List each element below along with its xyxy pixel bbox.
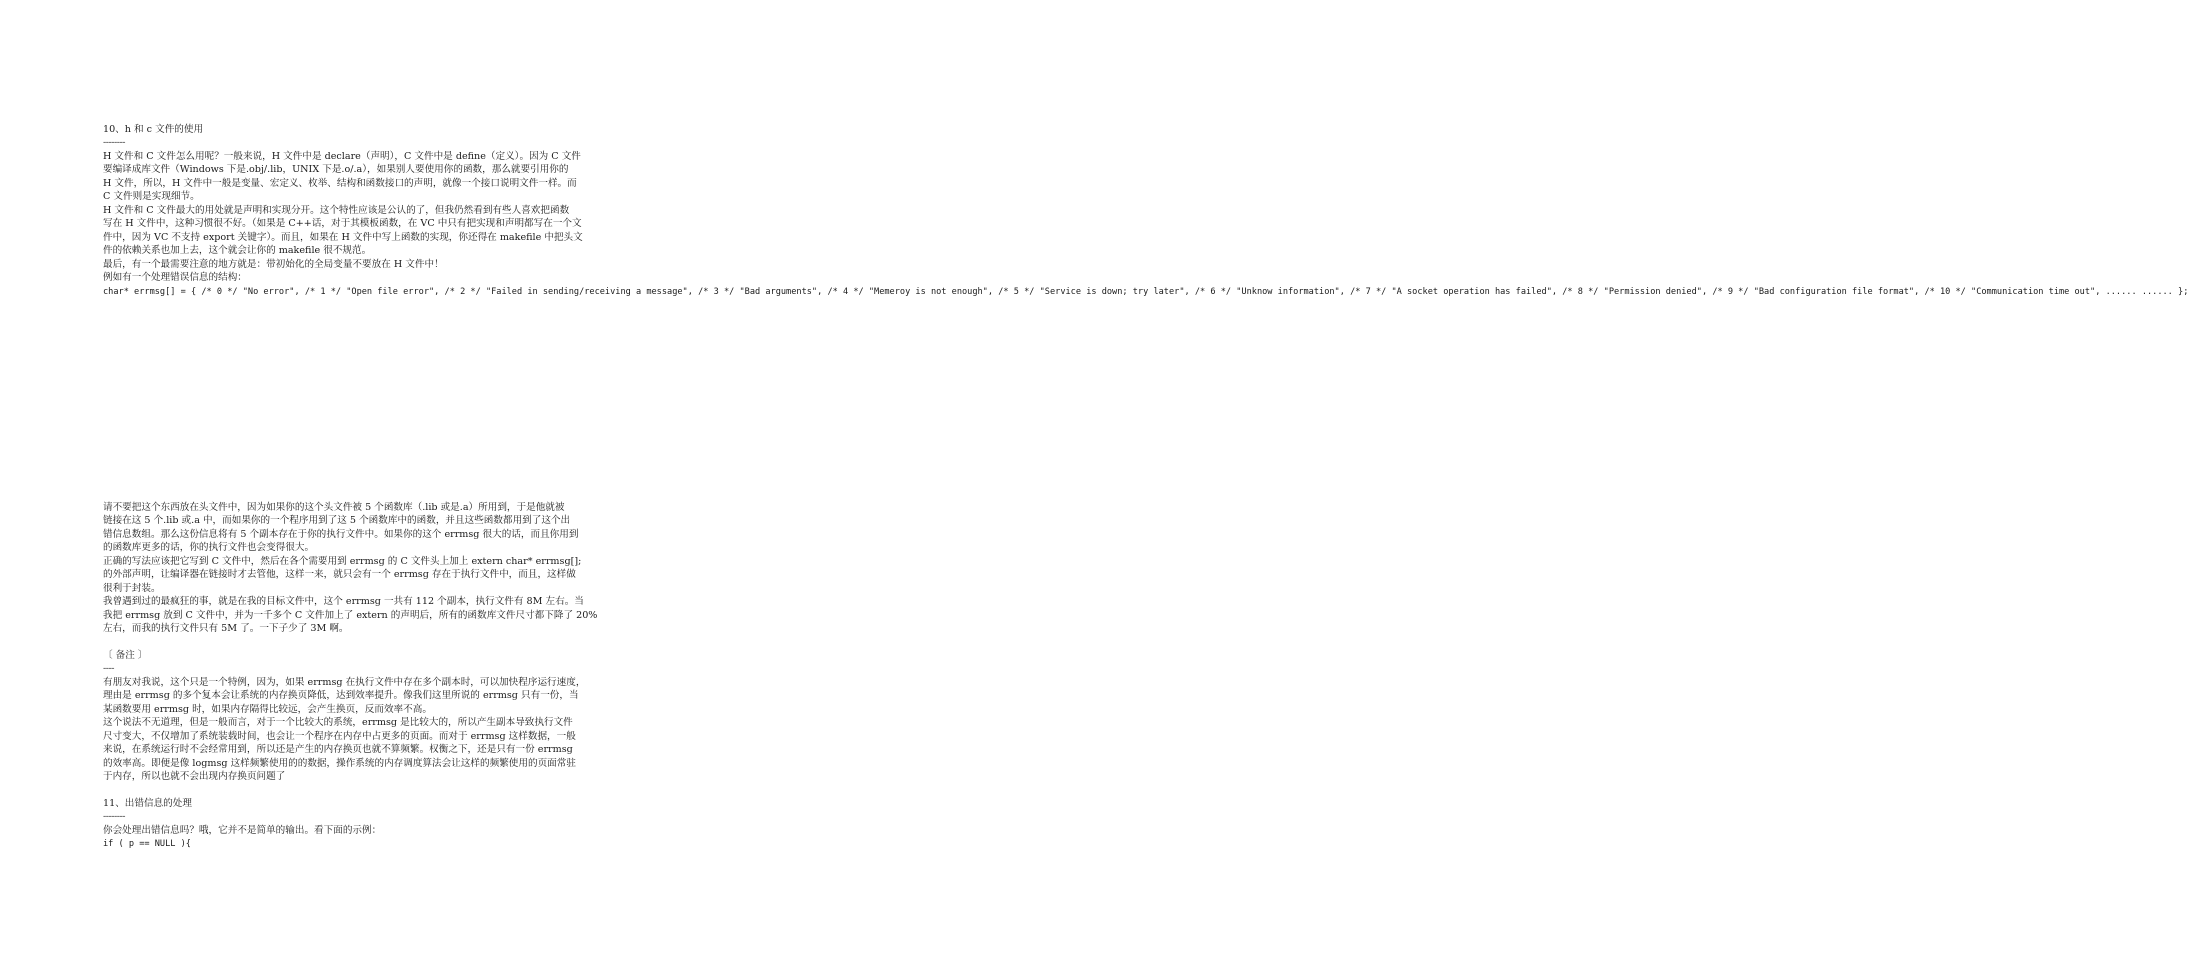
note-title: 〔 备注 〕 xyxy=(103,650,148,661)
code-line: if ( p == NULL ){ xyxy=(103,839,191,849)
paragraph-line: 要编译成库文件（Windows 下是.obj/.lib，UNIX 下是.o/.a），如果别人要使用你的函数，那么就要引用你的 xyxy=(103,164,569,175)
code-line: char* errmsg[] = { xyxy=(103,287,197,297)
code-line: /* 5 */ "Service is down; try later", xyxy=(998,287,1190,297)
paragraph-line: 件的依赖关系也加上去，这个就会让你的 makefile 很不规范。 xyxy=(103,245,372,256)
code-line: ...... xyxy=(2141,287,2173,297)
code-line: /* 9 */ "Bad configuration file format", xyxy=(1712,287,1920,297)
paragraph-line: 最后，有一个最需要注意的地方就是：带初始化的全局变量不要放在 H 文件中！ xyxy=(103,259,444,270)
code-line: /* 3 */ "Bad arguments", xyxy=(698,287,823,297)
section-10-rule: -------- xyxy=(103,137,125,148)
paragraph-line: 错信息数组。那么这份信息将有 5 个副本存在于你的执行文件中。如果你的这个 errmsg 很大的话，而且你用到 xyxy=(103,529,579,540)
paragraph-line: 写在 H 文件中，这种习惯很不好。（如果是 C++话，对于其模板函数，在 VC 中只有把实现和声明都写在一个文 xyxy=(103,218,582,229)
paragraph-line: 来说，在系统运行时不会经常用到，所以还是产生的内存换页也就不算频繁。权衡之下，还是只有一份 errmsg xyxy=(103,744,573,755)
code-line: /* 7 */ "A socket operation has failed", xyxy=(1350,287,1558,297)
code-line: }; xyxy=(2178,287,2188,297)
code-line: /* 1 */ "Open file error", xyxy=(304,287,440,297)
section-11-title: 11、出错信息的处理 xyxy=(103,798,192,809)
code-line: /* 2 */ "Failed in sending/receiving a message", xyxy=(444,287,693,297)
paragraph-line: 例如有一个处理错误信息的结构： xyxy=(103,272,247,283)
paragraph-line: 你会处理出错信息吗？哦，它并不是简单的输出。看下面的示例： xyxy=(103,825,382,836)
code-line: /* 10 */ "Communication time out", xyxy=(1924,287,2101,297)
code-block-errmsg xyxy=(103,286,2188,299)
paragraph-line: 的效率高。即便是像 logmsg 这样频繁使用的的数据，操作系统的内存调度算法会让这样的频繁使用的页面常驻 xyxy=(103,758,576,769)
paragraph-line: 左右，而我的执行文件只有 5M 了。一下子少了 3M 啊。 xyxy=(103,623,349,634)
paragraph-line: 的函数库更多的话，你的执行文件也会变得很大。 xyxy=(103,542,315,553)
code-line: /* 4 */ "Memeroy is not enough", xyxy=(827,287,994,297)
section-10-title: 10、h 和 c 文件的使用 xyxy=(103,124,204,135)
paragraph-line: 于内存，所以也就不会出现内存换页问题了 xyxy=(103,771,286,782)
paragraph-line: C 文件则是实现细节。 xyxy=(103,191,200,202)
paragraph-line: 很利于封装。 xyxy=(103,583,161,594)
paragraph-line: 有朋友对我说，这个只是一个特例，因为，如果 errmsg 在执行文件中存在多个副本时，可以加快程序运行速度， xyxy=(103,677,586,688)
paragraph-line: H 文件，所以，H 文件中一般是变量、宏定义、枚举、结构和函数接口的声明，就像一个接口说明文件一样。而 xyxy=(103,178,577,189)
code-line: ...... xyxy=(2105,287,2137,297)
paragraph-line: 尺寸变大，不仅增加了系统装载时间，也会让一个程序在内存中占更多的页面。而对于 errmsg 这样数据，一般 xyxy=(103,731,576,742)
paragraph-line: 某函数要用 errmsg 时，如果内存隔得比较远，会产生换页，反而效率不高。 xyxy=(103,704,432,715)
code-line: /* 6 */ "Unknow information", xyxy=(1194,287,1345,297)
paragraph-line: 正确的写法应该把它写到 C 文件中，然后在各个需要用到 errmsg 的 C 文件头上加上 extern char* errmsg[]; xyxy=(103,556,582,567)
paragraph-line: 的外部声明，让编译器在链接时才去管他，这样一来，就只会有一个 errmsg 存在于执行文件中，而且，这样做 xyxy=(103,569,576,580)
code-line: /* 0 */ "No error", xyxy=(201,287,300,297)
paragraph-line: H 文件和 C 文件怎么用呢？一般来说，H 文件中是 declare（声明），C 文件中是 define（定义）。因为 C 文件 xyxy=(103,151,581,162)
paragraph-line: 件中，因为 VC 不支持 export 关键字）。而且，如果在 H 文件中写上函数的实现，你还得在 makefile 中把头文 xyxy=(103,232,583,243)
paragraph-line: 我曾遇到过的最疯狂的事，就是在我的目标文件中，这个 errmsg 一共有 112 个副本，执行文件有 8M 左右。当 xyxy=(103,596,584,607)
paragraph-line: 链接在这 5 个.lib 或.a 中，而如果你的一个程序用到了这 5 个函数库中的函数，并且这些函数都用到了这个出 xyxy=(103,515,571,526)
note-rule: ---- xyxy=(103,663,114,674)
paragraph-line: 这个说法不无道理，但是一般而言，对于一个比较大的系统，errmsg 是比较大的，所以产生副本导致执行文件 xyxy=(103,717,573,728)
paragraph-line: H 文件和 C 文件最大的用处就是声明和实现分开。这个特性应该是公认的了，但我仍然看到有些人喜欢把函数 xyxy=(103,205,570,216)
paragraph-line: 理由是 errmsg 的多个复本会让系统的内存换页降低，达到效率提升。像我们这里所说的 errmsg 只有一份，当 xyxy=(103,690,579,701)
paragraph-line: 请不要把这个东西放在头文件中，因为如果你的这个头文件被 5 个函数库（.lib 或是.a）所用到，于是他就被 xyxy=(103,502,565,513)
section-11-rule: -------- xyxy=(103,811,125,822)
code-line: /* 8 */ "Permission denied", xyxy=(1562,287,1708,297)
paragraph-line: 我把 errmsg 放到 C 文件中，并为一千多个 C 文件加上了 extern 的声明后，所有的函数库文件尺寸都下降了 20% xyxy=(103,610,598,621)
